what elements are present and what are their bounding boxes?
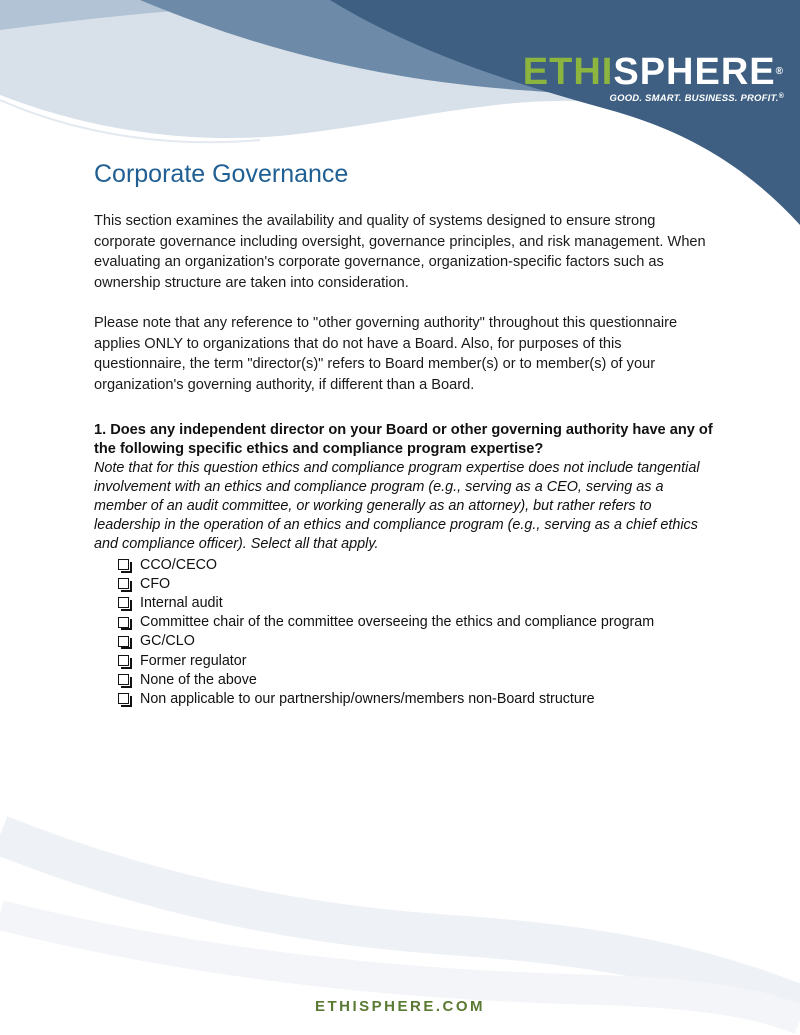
option-none-of-the-above[interactable] — [118, 670, 714, 689]
option-non-applicable[interactable] — [118, 689, 714, 708]
option-label: Internal audit — [140, 594, 223, 611]
option-gc-clo[interactable] — [118, 632, 714, 651]
option-label: CCO/CECO — [140, 556, 218, 573]
option-label: None of the above — [140, 671, 257, 688]
checkbox-icon[interactable] — [118, 597, 129, 608]
main-content — [94, 160, 714, 709]
logo-tagline-text: GOOD. SMART. BUSINESS. PROFIT. — [609, 93, 779, 104]
option-label: Committee chair of the committee overseeing the ethics and compliance program — [140, 614, 655, 631]
answer-options-list — [118, 555, 714, 709]
logo-registered-mark: ® — [775, 66, 784, 77]
ethisphere-logo — [523, 52, 784, 104]
option-label: CFO — [140, 575, 171, 592]
logo-part-sphere: SPHERE — [613, 51, 776, 93]
option-internal-audit[interactable] — [118, 593, 714, 612]
option-label: Former regulator — [140, 652, 247, 669]
question-note: Note that for this question ethics and compliance program expertise does not include tangential involvement with an ethics and compliance program (e.g., serving as a CEO, serving as a member of an audit committee, or working generally as an attorney), but rather refers to leadership in the operation of an ethics and compliance program (e.g., serving as a chief ethics and compliance officer). Select all that apply. — [94, 460, 700, 552]
logo-tagline — [523, 93, 784, 104]
checkbox-icon[interactable] — [118, 559, 129, 570]
page-title: Corporate Governance — [94, 160, 349, 188]
question-text: 1. Does any independent director on your Board or other governing authority have any of the following specific ethics and compliance program expertise? — [94, 422, 713, 457]
logo-part-ethi: ETHI — [522, 51, 614, 93]
question-1 — [94, 421, 714, 709]
checkbox-icon[interactable] — [118, 655, 129, 666]
checkbox-icon[interactable] — [118, 617, 129, 628]
option-label: GC/CLO — [140, 633, 195, 650]
checkbox-icon[interactable] — [118, 693, 129, 704]
option-former-regulator[interactable] — [118, 651, 714, 670]
option-committee-chair[interactable] — [118, 613, 714, 632]
intro-paragraph-1: This section examines the availability and quality of systems designed to ensure strong corporate governance including oversight, governance principles, and risk management. When evaluating an organization's corporate governance, organization-specific factors such as ownership structure are taken into consideration. — [94, 213, 706, 291]
footer-wave-graphic — [0, 775, 800, 1035]
checkbox-icon[interactable] — [118, 636, 129, 647]
option-label: Non applicable to our partnership/owners/members non-Board structure — [140, 690, 595, 707]
footer-url[interactable]: ETHISPHERE.COM — [314, 998, 485, 1015]
checkbox-icon[interactable] — [118, 674, 129, 685]
option-cfo[interactable] — [118, 574, 714, 593]
logo-wordmark — [523, 52, 784, 92]
option-cco-ceco[interactable] — [118, 555, 714, 574]
logo-tagline-tm: ® — [778, 93, 784, 100]
intro-paragraph-2: Please note that any reference to "other governing authority" throughout this questionnaire applies ONLY to organizations that do not have a Board. Also, for purposes of this questionnaire, the term "director(s)" refers to Board member(s) or to member(s) of your organization's governing authority, if different than a Board. — [94, 315, 678, 393]
checkbox-icon[interactable] — [118, 578, 129, 589]
